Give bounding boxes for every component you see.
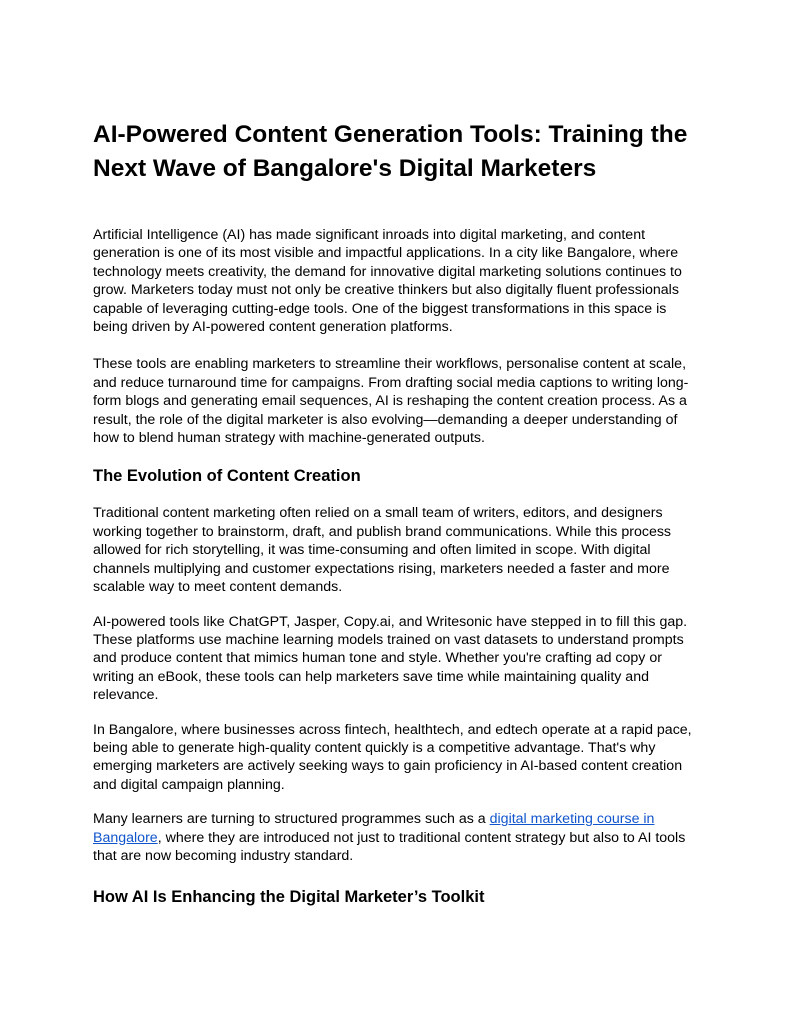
section-heading-evolution: The Evolution of Content Creation — [93, 467, 361, 486]
section1-paragraph-3: In Bangalore, where businesses across fintech, healthtech, and edtech operate at a rapid pace, being able to generate high-quality content quickly is a competitive advantage. That's why emerging marketers are actively seeking ways to gain proficiency in AI-based content creation and digital campaign planning. — [93, 721, 692, 793]
document-title: AI-Powered Content Generation Tools: Training the Next Wave of Bangalore's Digital Marketers — [93, 121, 688, 182]
intro-paragraph-2: These tools are enabling marketers to streamline their workflows, personalise content at scale, and reduce turnaround time for campaigns. From drafting social media captions to writing long-form blogs and generating email sequences, AI is reshaping the content creation process. As a result, the role of the digital marketer is also evolving—demanding a deeper understanding of how to blend human strategy with machine-generated outputs. — [93, 356, 689, 447]
digital-marketing-course-link[interactable]: digital marketing course in Bangalore — [93, 811, 655, 846]
section1-paragraph-2: AI-powered tools like ChatGPT, Jasper, Copy.ai, and Writesonic have stepped in to fill this gap. These platforms use machine learning models trained on vast datasets to understand prompts and produce content that mimics human tone and style. Whether you're crafting ad copy or writing an eBook, these tools can help marketers save time while maintaining quality and relevance. — [93, 613, 688, 704]
section1-paragraph-1: Traditional content marketing often relied on a small team of writers, editors, and designers working together to brainstorm, draft, and publish brand communications. While this process allowed for rich storytelling, it was time-consuming and often limited in scope. With digital channels multiplying and customer expectations rising, marketers needed a faster and more scalable way to meet content demands. — [93, 505, 672, 596]
section1-link-paragraph — [93, 810, 701, 865]
link-paragraph-after: , where they are introduced not just to traditional content strategy but also to AI tools that are now becoming industry standard. — [93, 829, 686, 864]
link-paragraph-before: Many learners are turning to structured programmes such as a — [93, 811, 490, 828]
section-heading-toolkit: How AI Is Enhancing the Digital Marketer’s Toolkit — [93, 888, 485, 907]
intro-paragraph-1: Artificial Intelligence (AI) has made significant inroads into digital marketing, and content generation is one of its most visible and impactful applications. In a city like Bangalore, where technology meets creativity, the demand for innovative digital marketing solutions continues to grow. Marketers today must not only be creative thinkers but also digitally fluent professionals capable of leveraging cutting-edge tools. One of the biggest transformations in this space is being driven by AI-powered content generation platforms. — [93, 227, 682, 336]
